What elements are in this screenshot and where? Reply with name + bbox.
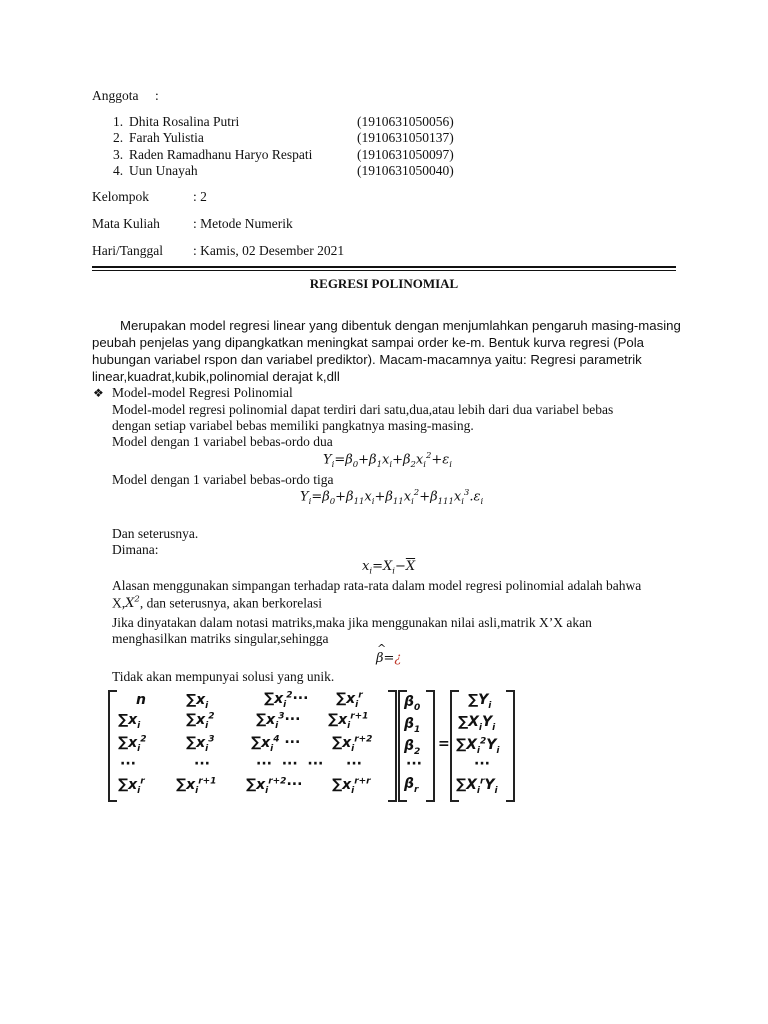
intro-line-4: linear,kuadrat,kubik,polinomial derajat k,dll [92, 369, 340, 384]
kelompok-value: : 2 [193, 189, 207, 204]
models-text-line-1: Model-model regresi polinomial dapat terdiri dari satu,dua,atau lebih dari dua variabel bebas [112, 402, 614, 417]
rhs-vector-cell: $\sum X_i^2Y_i$ [456, 736, 500, 756]
matrix-cell: $\sum x_i^4$ ··· [251, 734, 301, 754]
diamond-bullet-icon: ❖ [93, 386, 104, 400]
member-name: Raden Ramadhanu Haryo Respati [129, 147, 313, 162]
matrix-cell: $\sum x_i$ [118, 712, 141, 731]
intro-line-1: Merupakan model regresi linear yang dibentuk dengan menjumlahkan pengaruh masing-masing [120, 318, 681, 333]
beta-vector-cell: $\beta_1$ [404, 716, 421, 735]
matrix-cell: $\sum x_i^2$ [186, 711, 215, 731]
dan-seterusnya-text: Dan seterusnya. [112, 526, 199, 541]
beta-vector-cell: ··· [406, 756, 422, 772]
rhs-vector-cell: $\sum X_i^rY_i$ [456, 776, 498, 796]
hari-tanggal-value: : Kamis, 02 Desember 2021 [193, 243, 345, 258]
matrix-left-bracket-open [108, 690, 117, 802]
matrix-cell: n [136, 692, 146, 708]
beta-vector-bracket-close [426, 690, 435, 802]
member-number: 4. [113, 163, 124, 178]
beta-vector-cell: $\beta_2$ [404, 738, 421, 757]
matrix-cell: ··· [120, 756, 136, 772]
member-nim: (1910631050056) [357, 114, 454, 129]
equation-deviation: $x_i=X_i-\overline{X}$ [362, 559, 416, 577]
member-nim: (1910631050040) [357, 163, 454, 178]
header-divider-thick [92, 266, 676, 268]
matrix-left-bracket-close [388, 690, 397, 802]
member-number: 1. [113, 114, 124, 129]
matrix-cell: $\sum x_i^r$ [118, 776, 145, 796]
member-name: Farah Yulistia [129, 130, 204, 145]
beta-vector-cell: $\beta_r$ [404, 776, 419, 795]
matrix-cell: ··· [346, 756, 362, 772]
models-text-line-2: dengan setiap variabel bebas memiliki pangkatnya masing-masing. [112, 418, 474, 433]
page-title: REGRESI POLINOMIAL [309, 276, 459, 291]
matrix-cell: $\sum x_i^{r+1}$ [328, 711, 369, 731]
matrix-cell: $\sum x_i^2$ [118, 734, 147, 754]
mata-kuliah-label: Mata Kuliah [92, 216, 160, 231]
member-name: Dhita Rosalina Putri [129, 114, 240, 129]
matrix-cell: ··· ··· ··· [256, 756, 324, 772]
member-number: 3. [113, 147, 124, 162]
alasan-line-1: Alasan menggunakan simpangan terhadap rata-rata dalam model regresi polinomial adalah bahwa [112, 578, 642, 593]
alasan-prefix: X, [112, 595, 126, 611]
matrix-cell: $\sum x_i^2\cdot\cdot\cdot$ [264, 690, 309, 710]
alasan-line-2 [112, 595, 322, 611]
rhs-vector-cell: $\sum Y_i$ [468, 692, 492, 711]
equation-order-three: $Y_i=\beta_0+\beta_{11}x_i+\beta_{11}x_i^2+\beta_{111}x_i^3.\varepsilon_i$ [300, 488, 484, 507]
mata-kuliah-value: : Metode Numerik [193, 216, 293, 231]
rhs-vector-bracket-close [506, 690, 515, 802]
model-order-two-label: Model dengan 1 variabel bebas-ordo dua [112, 434, 333, 449]
member-number: 2. [113, 130, 124, 145]
kelompok-label: Kelompok [92, 189, 149, 204]
matrix-cell: $\sum x_i^3\cdot\cdot\cdot$ [256, 711, 301, 731]
dimana-text: Dimana: [112, 542, 159, 557]
matrix-cell: $\sum x_i^{r+1}$ [176, 776, 217, 796]
matriks-line-2: menghasilkan matriks singular,sehingga [112, 631, 329, 646]
member-nim: (1910631050137) [357, 130, 454, 145]
header-divider-thin [92, 270, 676, 271]
matrix-cell: $\sum x_i^r$ [336, 690, 363, 710]
model-order-three-label: Model dengan 1 variabel bebas-ordo tiga [112, 472, 334, 487]
matrix-cell: $\sum x_i^3$ [186, 734, 215, 754]
intro-line-3: hubungan variabel rspon dan variabel prediktor). Macam-macamnya yaitu: Regresi parametrik [92, 352, 642, 367]
matrix-cell: ··· [194, 756, 210, 772]
bullet-heading: Model-model Regresi Polinomial [112, 385, 293, 400]
matrix-cell: $\sum x_i$ [186, 692, 209, 711]
equation-beta-hat: β ^ =¿ [376, 642, 402, 666]
beta-vector-cell: $\beta_0$ [404, 694, 421, 713]
member-name: Uun Unayah [129, 163, 198, 178]
member-nim: (1910631050097) [357, 147, 454, 162]
matrix-cell: $\sum x_i^{r+2}\cdot\cdot\cdot$ [246, 776, 303, 796]
alasan-suffix: , dan seterusnya, akan berkorelasi [139, 595, 322, 611]
anggota-colon: : [155, 88, 159, 103]
intro-line-2: peubah penjelas yang dipangkatkan meningkat sampai order ke-m. Bentuk kurva regresi (Pola [92, 335, 644, 350]
matrix-cell: $\sum x_i^{r+2}$ [332, 734, 373, 754]
rhs-vector-cell: ··· [474, 756, 490, 772]
matrix-cell: $\sum x_i^{r+r}$ [332, 776, 371, 796]
rhs-vector-cell: $\sum X_iY_i$ [458, 714, 496, 733]
matrix-equals-sign: = [438, 736, 450, 752]
hari-tanggal-label: Hari/Tanggal [92, 243, 164, 258]
matrix-equation [106, 688, 616, 806]
equation-order-two: $Y_i=\beta_0+\beta_1x_i+\beta_2x_i^2+\varepsilon_i$ [323, 451, 452, 470]
tidak-unik-text: Tidak akan mempunyai solusi yang unik. [112, 669, 335, 684]
x-squared: $X^2$ [125, 595, 140, 612]
matriks-line-1: Jika dinyatakan dalam notasi matriks,maka jika menggunakan nilai asli,matrik X’X akan [112, 615, 592, 630]
anggota-label: Anggota [92, 88, 139, 103]
